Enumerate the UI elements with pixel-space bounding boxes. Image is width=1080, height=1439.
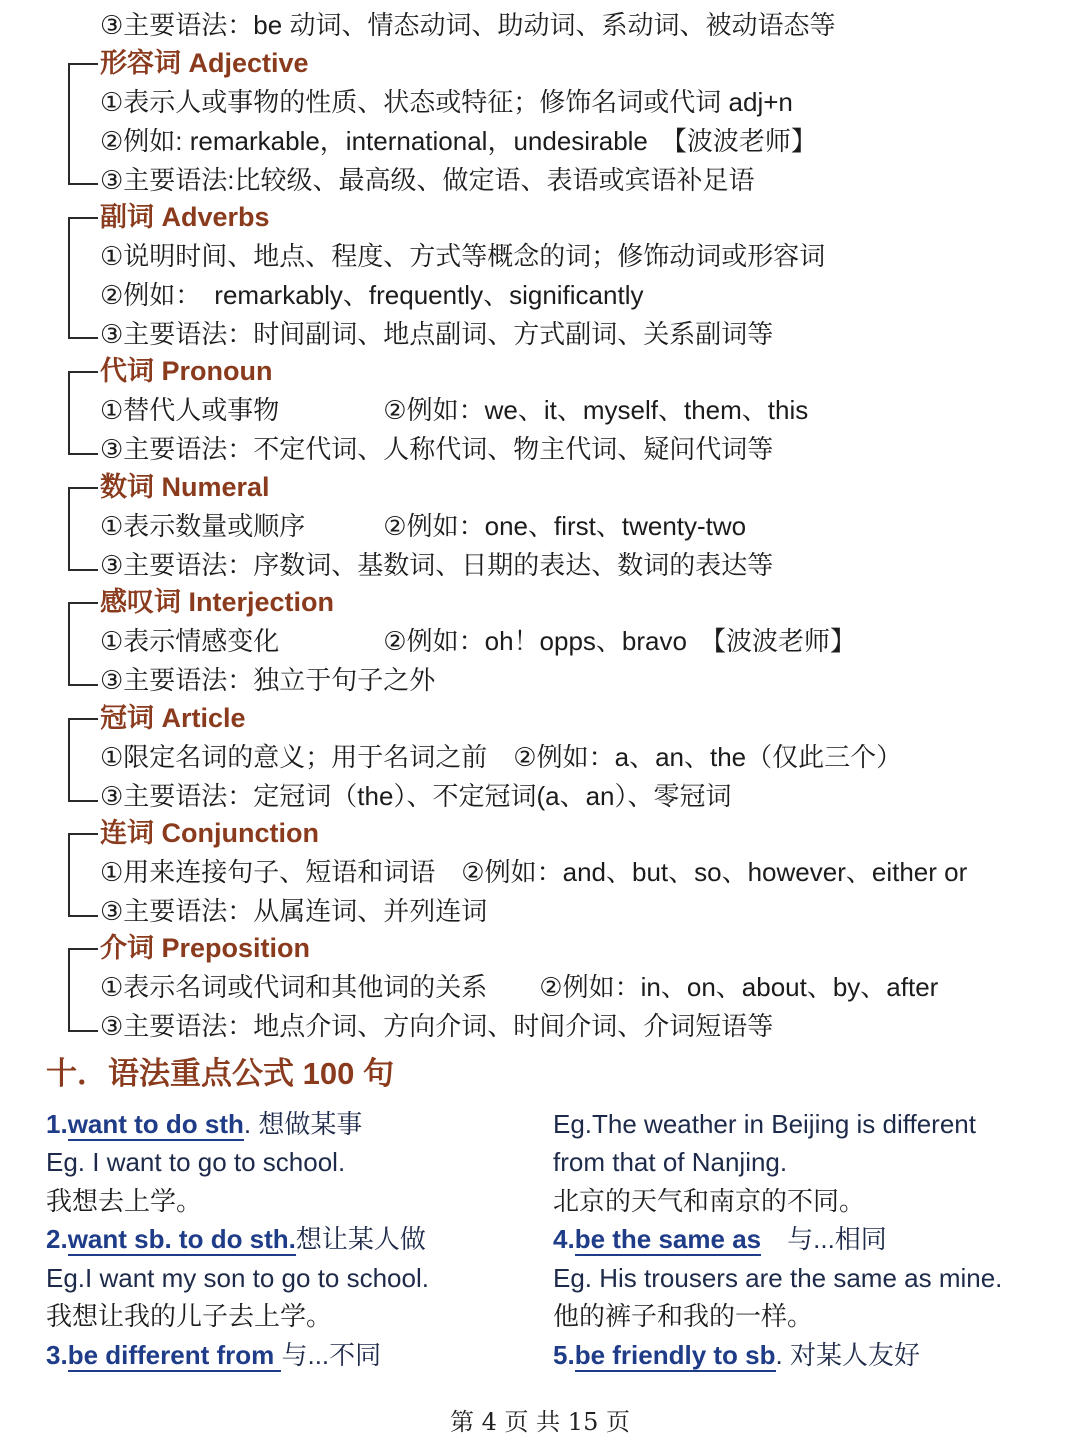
phrase-2-key: want sb. to do sth. (67, 1224, 296, 1254)
phrase-5-meaning: . 对某人友好 (775, 1340, 920, 1370)
numeral-bracket (68, 487, 98, 571)
adjective-line-2: ②例如: remarkable，international，undesirable 【波波老师】 (100, 126, 817, 156)
conjunction-bracket (68, 833, 98, 917)
phrase-5-number: 5. (553, 1340, 575, 1370)
phrase-2-translation: 我想让我的儿子去上学。 (46, 1301, 333, 1331)
article-line-1: ①限定名词的意义；用于名词之前 ②例如：a、an、the（仅此三个） (100, 742, 903, 772)
pronoun-line-1: ①替代人或事物 ②例如：we、it、myself、them、this (100, 395, 809, 425)
phrase-4-translation: 他的裤子和我的一样。 (553, 1301, 814, 1331)
numeral-title: 数词 Numeral (100, 472, 270, 502)
interjection-line-2: ③主要语法：独立于句子之外 (100, 665, 436, 695)
phrase-3-number: 3. (46, 1340, 68, 1370)
phrase-1-meaning: . 想做某事 (243, 1109, 363, 1139)
conjunction-title: 连词 Conjunction (100, 818, 319, 848)
pronoun-bracket (68, 371, 98, 455)
phrase-2-number: 2. (46, 1224, 68, 1254)
conjunction-line-1: ①用来连接句子、短语和词语 ②例如：and、but、so、however、either or (100, 857, 968, 887)
phrase-5 (553, 1338, 920, 1372)
adjective-title: 形容词 Adjective (100, 48, 309, 78)
preposition-title: 介词 Preposition (100, 933, 311, 963)
phrase-4-example: Eg. His trousers are the same as mine. (553, 1263, 1003, 1293)
phrase-3-example-line-2: from that of Nanjing. (553, 1147, 788, 1177)
interjection-bracket (68, 602, 98, 686)
phrase-1 (46, 1107, 362, 1141)
phrase-3 (46, 1338, 381, 1372)
article-title: 冠词 Article (100, 703, 246, 733)
phrase-4-number: 4. (553, 1224, 575, 1254)
adverbs-line-1: ①说明时间、地点、程度、方式等概念的词；修饰动词或形容词 (100, 241, 826, 271)
interjection-title: 感叹词 Interjection (100, 587, 335, 617)
phrase-2-example: Eg.I want my son to go to school. (46, 1263, 429, 1293)
phrase-2 (46, 1222, 426, 1256)
article-bracket (68, 718, 98, 802)
verb-grammar-line: ③主要语法：be 动词、情态动词、助动词、系动词、被动语态等 (100, 10, 836, 40)
interjection-line-1: ①表示情感变化 ②例如：oh！opps、bravo 【波波老师】 (100, 626, 856, 656)
adverbs-line-3: ③主要语法：时间副词、地点副词、方式副词、关系副词等 (100, 319, 774, 349)
numeral-line-2: ③主要语法：序数词、基数词、日期的表达、数词的表达等 (100, 550, 774, 580)
adjective-bracket (68, 63, 98, 185)
phrase-4-key: be the same as (574, 1224, 762, 1254)
phrase-1-key: want to do sth (67, 1109, 244, 1139)
phrase-5-key: be friendly to sb (574, 1340, 776, 1370)
adjective-line-3: ③主要语法:比较级、最高级、做定语、表语或宾语补足语 (100, 165, 755, 195)
phrase-4-meaning: 与...相同 (761, 1224, 887, 1254)
phrase-1-translation: 我想去上学。 (46, 1186, 203, 1216)
numeral-line-1: ①表示数量或顺序 ②例如：one、first、twenty-two (100, 511, 747, 541)
page-footer: 第 4 页 共 15 页 (450, 1408, 630, 1436)
phrase-2-meaning: 想让某人做 (295, 1224, 426, 1254)
phrase-4 (553, 1222, 887, 1256)
article-line-2: ③主要语法：定冠词（the）、不定冠词(a、an）、零冠词 (100, 781, 732, 811)
phrase-3-translation: 北京的天气和南京的不同。 (553, 1186, 866, 1216)
adverbs-line-2: ②例如： remarkably、frequently、significantly (100, 280, 644, 310)
preposition-line-1: ①表示名词或代词和其他词的关系 ②例如：in、on、about、by、after (100, 972, 939, 1002)
adverbs-title: 副词 Adverbs (100, 202, 270, 232)
phrase-3-key: be different from (67, 1340, 282, 1370)
adjective-line-1: ①表示人或事物的性质、状态或特征；修饰名词或代词 adj+n (100, 87, 793, 117)
preposition-line-2: ③主要语法：地点介词、方向介词、时间介词、介词短语等 (100, 1011, 774, 1041)
conjunction-line-2: ③主要语法：从属连词、并列连词 (100, 896, 488, 926)
pronoun-title: 代词 Pronoun (100, 356, 273, 386)
phrase-3-meaning: 与...不同 (281, 1340, 382, 1370)
section-heading: 十．语法重点公式 100 句 (46, 1056, 394, 1091)
preposition-bracket (68, 948, 98, 1032)
phrase-1-number: 1. (46, 1109, 68, 1139)
adverbs-bracket (68, 217, 98, 339)
pronoun-line-2: ③主要语法：不定代词、人称代词、物主代词、疑问代词等 (100, 434, 774, 464)
phrase-3-example-line-1: Eg.The weather in Beijing is different (553, 1109, 976, 1139)
phrase-1-example: Eg. I want to go to school. (46, 1147, 346, 1177)
